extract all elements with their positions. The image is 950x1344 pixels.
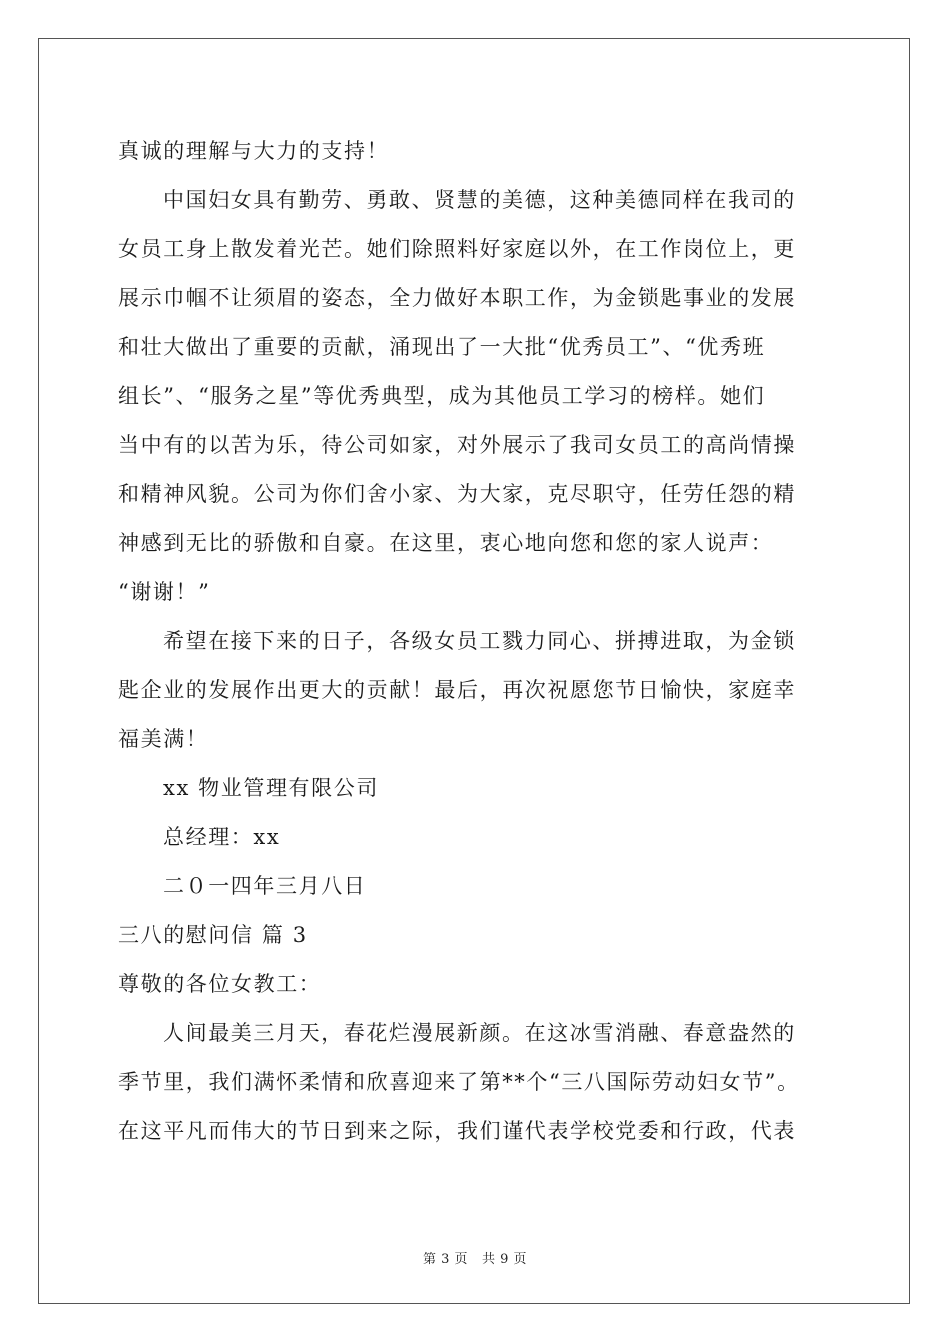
text-line-1: 真诚的理解与大力的支持！ — [118, 139, 390, 163]
text-line-7: 当中有的以苦为乐，待公司如家，对外展示了我司女员工的高尚情操 — [118, 433, 796, 457]
page-footer — [0, 1248, 950, 1267]
text-line-4: 展示巾帼不让须眉的姿态，全力做好本职工作，为金锁匙事业的发展 — [118, 286, 796, 310]
text-line-11: 希望在接下来的日子，各级女员工戮力同心、拼搏进取，为金锁 — [163, 629, 796, 653]
section-heading: 三八的慰问信 篇 3 — [118, 923, 308, 947]
text-line-3: 女员工身上散发着光芒。她们除照料好家庭以外，在工作岗位上，更 — [118, 237, 796, 261]
text-line-21: 在这平凡而伟大的节日到来之际，我们谨代表学校党委和行政，代表 — [118, 1119, 796, 1143]
salutation: 尊敬的各位女教工： — [118, 972, 322, 996]
text-line-13: 福美满！ — [118, 727, 209, 751]
page-total: 共 9 页 — [482, 1252, 528, 1267]
letter-date: 二０一四年三月八日 — [163, 874, 367, 898]
text-line-6: 组长”、“服务之星”等优秀典型，成为其他员工学习的榜样。她们 — [118, 384, 766, 408]
text-line-5: 和壮大做出了重要的贡献，涌现出了一大批“优秀员工”、“优秀班 — [118, 335, 766, 359]
company-name: xx 物业管理有限公司 — [163, 776, 379, 800]
signatory: 总经理：xx — [163, 825, 281, 849]
text-line-2: 中国妇女具有勤劳、勇敢、贤慧的美德，这种美德同样在我司的 — [163, 188, 796, 212]
text-line-10: “谢谢！” — [118, 580, 211, 604]
text-line-19: 人间最美三月天，春花烂漫展新颜。在这冰雪消融、春意盎然的 — [163, 1021, 796, 1045]
text-line-8: 和精神风貌。公司为你们舍小家、为大家，克尽职守，任劳任怨的精 — [118, 482, 796, 506]
text-line-12: 匙企业的发展作出更大的贡献！最后，再次祝愿您节日愉快，家庭幸 — [118, 678, 796, 702]
document-body — [118, 127, 838, 1156]
page-number: 第 3 页 — [422, 1252, 468, 1267]
text-line-9: 神感到无比的骄傲和自豪。在这里，衷心地向您和您的家人说声： — [118, 531, 774, 555]
text-line-20: 季节里，我们满怀柔情和欣喜迎来了第**个“三八国际劳动妇女节”。 — [118, 1070, 800, 1094]
